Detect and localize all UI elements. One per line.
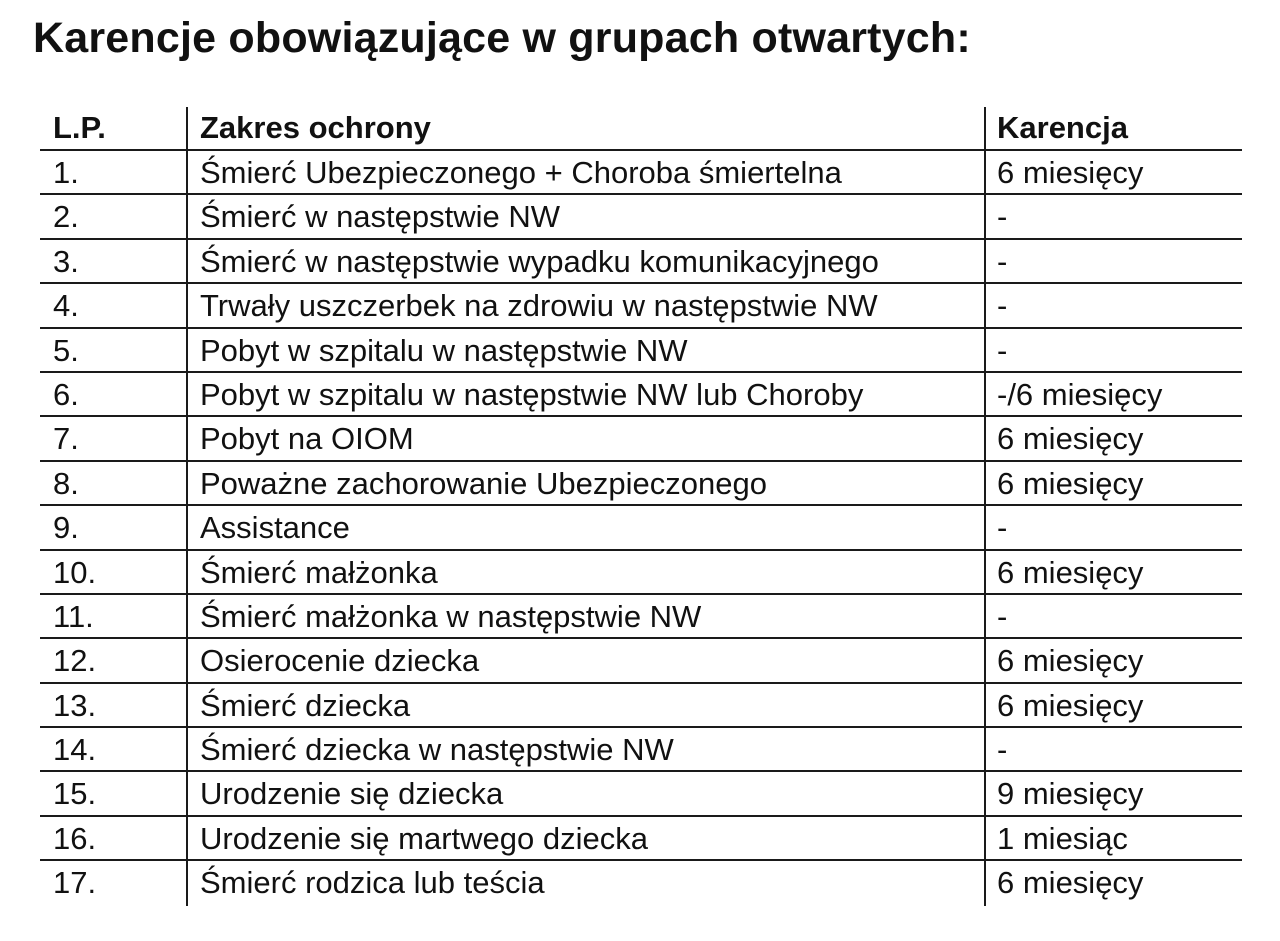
table-row: [40, 506, 1242, 550]
table-row: [40, 373, 1242, 417]
row-waiting-period-cell: 1 miesiąc: [997, 820, 1128, 856]
row-scope-cell: Pobyt w szpitalu w następstwie NW lub Choroby: [188, 373, 986, 415]
row-scope-cell: Śmierć dziecka w następstwie NW: [188, 728, 986, 770]
row-waiting-period-cell: 6 miesięcy: [997, 687, 1144, 723]
row-waiting-period-cell: -: [997, 332, 1008, 368]
table-row: [40, 284, 1242, 328]
row-scope-cell: Assistance: [188, 506, 986, 548]
row-waiting-period-cell: -/6 miesięcy: [997, 376, 1163, 412]
row-waiting-period-cell: 6 miesięcy: [997, 465, 1144, 501]
row-scope-cell: Śmierć w następstwie wypadku komunikacyjnego: [188, 240, 986, 282]
row-lp-cell: 7.: [40, 417, 188, 459]
row-waiting-period-cell: 6 miesięcy: [997, 554, 1144, 590]
table-row: [40, 329, 1242, 373]
row-waiting-period-cell: -: [997, 243, 1008, 279]
row-scope-cell: Poważne zachorowanie Ubezpieczonego: [188, 462, 986, 504]
table-row: [40, 861, 1242, 905]
row-lp-cell: 14.: [40, 728, 188, 770]
table-row: [40, 462, 1242, 506]
row-lp-cell: 5.: [40, 329, 188, 371]
row-lp-cell: 1.: [40, 151, 188, 193]
row-scope-cell: Śmierć Ubezpieczonego + Choroba śmiertelna: [188, 151, 986, 193]
table-row: [40, 551, 1242, 595]
row-waiting-period-cell: 9 miesięcy: [997, 776, 1144, 812]
row-waiting-period-cell: 6 miesięcy: [997, 865, 1144, 901]
row-waiting-period-cell: -: [997, 199, 1008, 235]
header-waiting-period: Karencja: [997, 110, 1128, 145]
row-lp-cell: 10.: [40, 551, 188, 593]
row-lp-cell: 4.: [40, 284, 188, 326]
row-scope-cell: Śmierć małżonka: [188, 551, 986, 593]
waiting-period-table: [40, 107, 1242, 906]
row-waiting-period-cell: -: [997, 288, 1008, 324]
table-header-row: [40, 107, 1242, 151]
table-row: [40, 684, 1242, 728]
row-scope-cell: Śmierć rodzica lub teścia: [188, 861, 986, 905]
table-row: [40, 195, 1242, 239]
row-waiting-period-cell: -: [997, 732, 1008, 768]
row-scope-cell: Trwały uszczerbek na zdrowiu w następstwie NW: [188, 284, 986, 326]
table-row: [40, 728, 1242, 772]
row-waiting-period-cell: 6 miesięcy: [997, 421, 1144, 457]
row-scope-cell: Urodzenie się martwego dziecka: [188, 817, 986, 859]
table-row: [40, 240, 1242, 284]
header-scope: Zakres ochrony: [188, 107, 986, 149]
table-row: [40, 817, 1242, 861]
row-lp-cell: 15.: [40, 772, 188, 814]
row-lp-cell: 2.: [40, 195, 188, 237]
row-scope-cell: Urodzenie się dziecka: [188, 772, 986, 814]
row-lp-cell: 13.: [40, 684, 188, 726]
table-body: [40, 151, 1242, 906]
row-waiting-period-cell: -: [997, 510, 1008, 546]
row-lp-cell: 11.: [40, 595, 188, 637]
table-row: [40, 595, 1242, 639]
row-scope-cell: Śmierć w następstwie NW: [188, 195, 986, 237]
table-row: [40, 772, 1242, 816]
row-waiting-period-cell: 6 miesięcy: [997, 155, 1144, 190]
row-lp-cell: 16.: [40, 817, 188, 859]
row-scope-cell: Śmierć małżonka w następstwie NW: [188, 595, 986, 637]
table-row: [40, 417, 1242, 461]
row-scope-cell: Osierocenie dziecka: [188, 639, 986, 681]
row-scope-cell: Pobyt na OIOM: [188, 417, 986, 459]
row-lp-cell: 6.: [40, 373, 188, 415]
table-row: [40, 151, 1242, 195]
table-row: [40, 639, 1242, 683]
row-lp-cell: 3.: [40, 240, 188, 282]
header-lp: L.P.: [40, 107, 188, 149]
row-waiting-period-cell: -: [997, 598, 1008, 634]
row-scope-cell: Śmierć dziecka: [188, 684, 986, 726]
row-scope-cell: Pobyt w szpitalu w następstwie NW: [188, 329, 986, 371]
page-title: Karencje obowiązujące w grupach otwartych:: [33, 14, 971, 62]
row-lp-cell: 17.: [40, 861, 188, 905]
row-lp-cell: 12.: [40, 639, 188, 681]
row-lp-cell: 9.: [40, 506, 188, 548]
row-waiting-period-cell: 6 miesięcy: [997, 643, 1144, 679]
row-lp-cell: 8.: [40, 462, 188, 504]
